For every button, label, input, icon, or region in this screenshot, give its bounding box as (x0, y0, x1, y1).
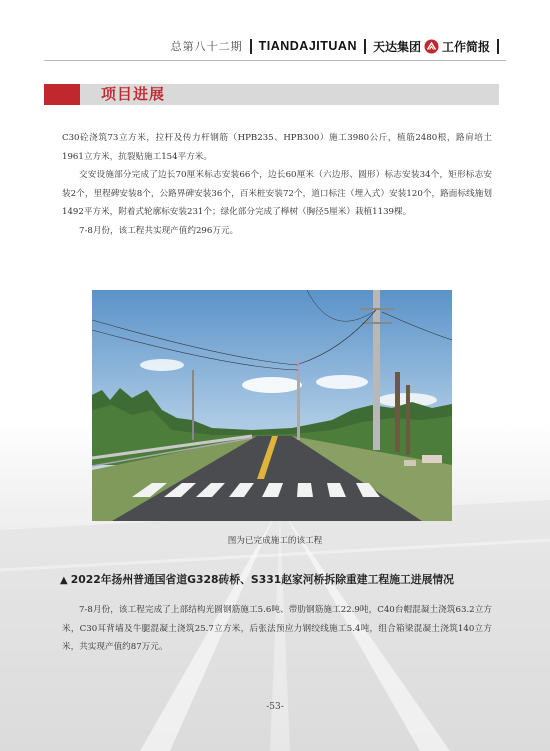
header-divider (497, 39, 499, 54)
brand-name-chinese: 天达集团 (372, 39, 421, 54)
project-subheading (60, 572, 454, 587)
paragraph: 7-8月份，该工程共实现产值约296万元。 (79, 225, 239, 236)
section-marker-block (44, 84, 80, 105)
company-logo-icon (424, 39, 439, 54)
section-title-bar (44, 84, 499, 105)
header-rule (44, 60, 506, 61)
header-divider (364, 39, 366, 54)
issue-number: 总第八十二期 (170, 40, 243, 53)
paragraph: 交安设施部分完成了边长70厘米标志安装66个，边长60厘米（六边形、圆形）标志安装34个，矩形标志安装2个，里程碑安装8个，公路界碑安装36个，百米桩安装72个，道口标注（埋入式）安装120个，路面标线施划1492平方米，附着式轮廓标安装231个；绿化部分完成了榉树（胸径5厘米）栽植1139棵。 (62, 170, 492, 218)
body-text-block (62, 129, 492, 241)
road-photo (92, 290, 452, 521)
section-title: 项目进展 (101, 85, 166, 103)
paragraph: 7-8月份，该工程完成了上部结构光圆钢筋施工5.6吨、带肋钢筋施工22.9吨，C40台帽混凝土浇筑63.2立方米，C30耳背墙及牛腿混凝土浇筑25.7立方米，后张法预应力钢绞线施工5.4吨，组合箱梁混凝土浇筑140立方米，共实现产值约87万元。 (62, 605, 492, 653)
body-text-block-2 (62, 601, 492, 657)
paragraph: C30砼浇筑73立方米，拉杆及传力杆钢筋（HPB235、HPB300）施工3980公斤，植筋2480根，路肩培土1961立方米，抗裂贴施工154平方米。 (62, 133, 492, 162)
brand-name-english: TIANDAJITUAN (258, 39, 357, 53)
subheading-text: 2022年扬州普通国省道G328砖桥、S331赵家河桥拆除重建工程施工进展情况 (70, 573, 454, 586)
header-divider (250, 39, 252, 54)
page-header (171, 36, 506, 56)
page-number: -53- (266, 702, 284, 712)
photo-caption: 图为已完成施工的该工程 (227, 536, 323, 546)
triangle-bullet-icon: ▲ (60, 575, 68, 586)
newsletter-title: 工作简报 (441, 39, 490, 54)
